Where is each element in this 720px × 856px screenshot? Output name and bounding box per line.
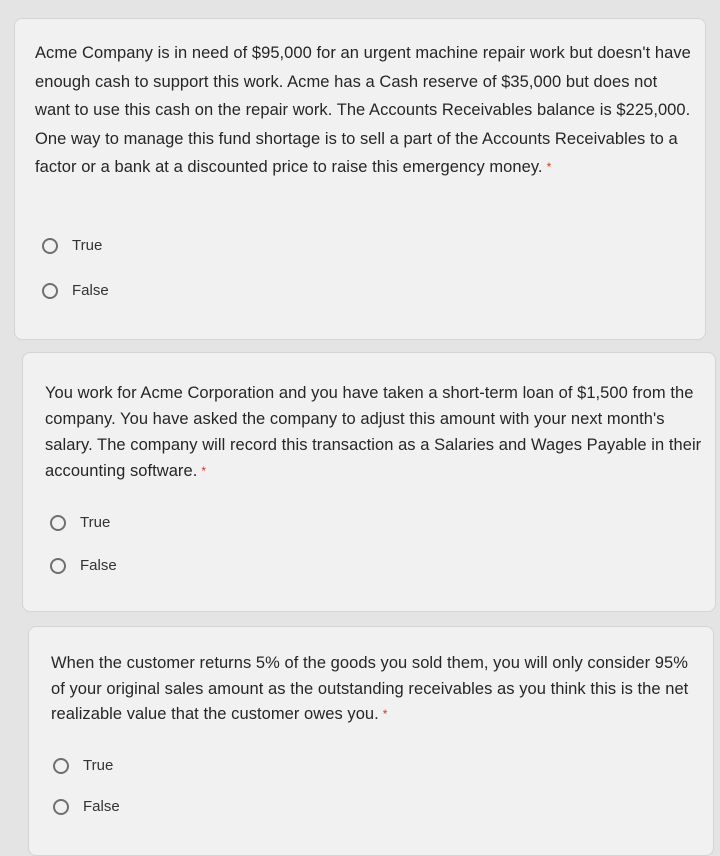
option-label: False (72, 282, 109, 299)
required-asterisk: * (201, 464, 207, 478)
radio-button-icon[interactable] (50, 558, 66, 574)
option-true[interactable] (53, 757, 113, 774)
required-asterisk: * (546, 160, 552, 174)
option-label: True (80, 514, 111, 531)
question-text (45, 380, 705, 484)
option-label: False (80, 557, 117, 574)
radio-button-icon[interactable] (53, 758, 69, 774)
question-card-3 (28, 626, 714, 856)
radio-button-icon[interactable] (42, 238, 58, 254)
option-label: True (72, 237, 103, 254)
required-asterisk: * (382, 707, 388, 721)
option-false[interactable] (42, 282, 109, 299)
question-card-2 (22, 352, 716, 612)
option-false[interactable] (53, 798, 120, 815)
question-text-body: You work for Acme Corporation and you have taken a short-term loan of $1,500 from the company. You have asked the company to adjust this amount with your next month's salary. The company will record this transaction as a Salaries and Wages Payable in their accounting software. (45, 384, 702, 480)
option-false[interactable] (50, 557, 117, 574)
question-text-body: Acme Company is in need of $95,000 for an urgent machine repair work but doesn't have enough cash to support this work. Acme has a Cash reserve of $35,000 but does not want to use this cash on the repair work. The Accounts Receivables balance is $225,000. One way to manage this fund shortage is to sell a part of the Accounts Receivables to a factor or a bank at a discounted price to raise this emergency money. (35, 44, 691, 176)
question-text (35, 39, 695, 182)
option-label: True (83, 757, 114, 774)
question-card-1 (14, 18, 706, 340)
question-text-body: When the customer returns 5% of the goods you sold them, you will only consider 95% of your original sales amount as the outstanding receivables as you think this is the net realizable value that the customer owes you. (51, 654, 689, 723)
radio-button-icon[interactable] (53, 799, 69, 815)
radio-button-icon[interactable] (42, 283, 58, 299)
option-true[interactable] (42, 237, 102, 254)
option-label: False (83, 798, 120, 815)
radio-button-icon[interactable] (50, 515, 66, 531)
option-true[interactable] (50, 514, 110, 531)
question-text (51, 651, 701, 728)
